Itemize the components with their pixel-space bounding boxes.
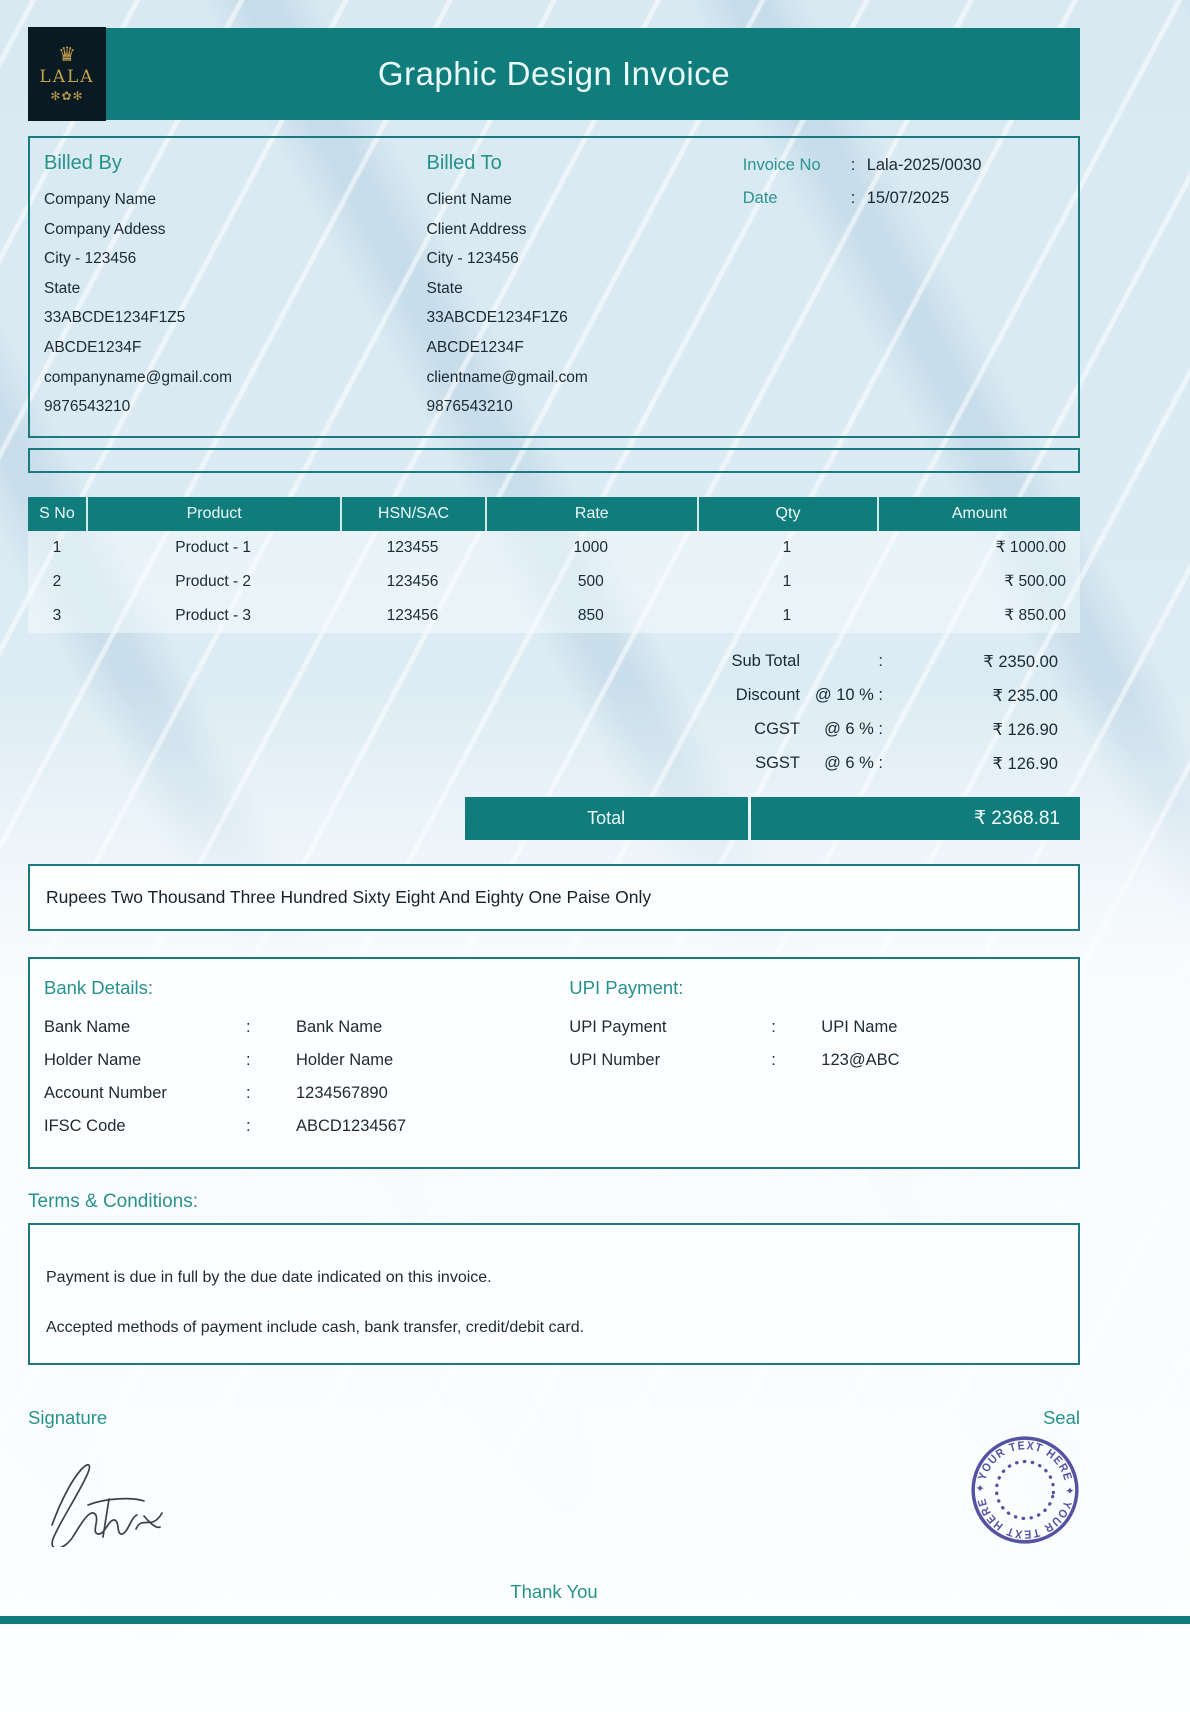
cell-sno: 3 — [52, 606, 62, 624]
billed-by-line: State — [44, 279, 81, 297]
cell-amount: ₹ 1000.00 — [995, 539, 1066, 557]
colon: : — [246, 1050, 251, 1069]
sgst-label: SGST — [755, 754, 800, 773]
subtotal-colon: : — [878, 652, 883, 671]
billed-to-line: clientname@gmail.com — [426, 368, 588, 386]
bank-row — [44, 1044, 569, 1077]
invoice-page — [28, 28, 1080, 1603]
handwritten-signature — [40, 1443, 190, 1547]
bank-name-value: Bank Name — [296, 1017, 383, 1036]
signature-seal-labels — [28, 1407, 1080, 1429]
colon: : — [246, 1116, 251, 1135]
ifsc-code-value: ABCD1234567 — [296, 1116, 407, 1135]
subtotal-label: Sub Total — [731, 652, 800, 671]
holder-name-value: Holder Name — [296, 1050, 394, 1069]
billed-to-section — [427, 146, 743, 422]
cell-hsn: 123455 — [386, 538, 439, 556]
cell-sno: 2 — [52, 572, 62, 590]
total-value: ₹ 2368.81 — [751, 797, 1080, 840]
cgst-rate: @ 6 % : — [824, 720, 883, 739]
summary-row-sgst — [28, 747, 1080, 781]
colon: : — [771, 1017, 776, 1036]
billed-to-line: 9876543210 — [426, 398, 513, 416]
thank-you-text: Thank You — [510, 1580, 598, 1602]
cell-hsn: 123456 — [386, 606, 439, 624]
cell-rate: 1000 — [573, 538, 609, 556]
total-label: Total — [465, 797, 748, 840]
summary-row-discount — [28, 679, 1080, 713]
stamp-ring-text: YOUR TEXT HERE ✦ YOUR TEXT HERE ✦ — [974, 1438, 1076, 1541]
billed-by-section — [44, 146, 427, 422]
table-body — [28, 531, 1080, 633]
cell-product: Product - 2 — [175, 572, 252, 590]
billed-by-line: City - 123456 — [44, 250, 137, 268]
upi-payment-section — [569, 973, 1064, 1143]
cell-hsn: 123456 — [386, 572, 439, 590]
cell-rate: 850 — [577, 606, 604, 624]
bank-row — [44, 1011, 569, 1044]
date-value: 15/07/2025 — [866, 189, 950, 207]
table-header-row — [28, 497, 1080, 531]
billed-by-heading: Billed By — [44, 152, 122, 174]
summary-row-cgst — [28, 713, 1080, 747]
billed-to-line: City - 123456 — [426, 250, 519, 268]
signature-seal-row — [28, 1429, 1080, 1551]
billed-to-line: Client Address — [426, 220, 527, 238]
col-header-rate: Rate — [485, 497, 698, 531]
payment-details-box — [28, 957, 1080, 1169]
col-header-product: Product — [86, 497, 341, 531]
cell-product: Product - 3 — [175, 606, 252, 624]
terms-box — [28, 1223, 1080, 1365]
cell-qty: 1 — [782, 572, 792, 590]
billed-by-line: Company Addess — [44, 220, 166, 238]
rubber-stamp-seal — [952, 1417, 1098, 1563]
seal-label: Seal — [1042, 1406, 1080, 1428]
invoice-date-row — [743, 189, 1064, 208]
amount-in-words: Rupees Two Thousand Three Hundred Sixty Eight And Eighty One Paise Only — [46, 886, 652, 907]
table-row — [28, 565, 1080, 599]
upi-number-value: 123@ABC — [821, 1050, 900, 1069]
billed-by-line: 33ABCDE1234F1Z5 — [44, 309, 186, 327]
bank-row — [44, 1077, 569, 1110]
col-header-hsn: HSN/SAC — [340, 497, 484, 531]
table-row — [28, 599, 1080, 633]
terms-line: Payment is due in full by the due date indicated on this invoice. — [46, 1268, 492, 1286]
header-bar — [28, 28, 1080, 120]
sgst-value: ₹ 126.90 — [992, 754, 1058, 773]
invoice-no-label: Invoice No — [742, 156, 821, 174]
subtotal-value: ₹ 2350.00 — [983, 652, 1058, 671]
ifsc-code-label: IFSC Code — [44, 1116, 126, 1135]
amount-in-words-box — [28, 864, 1080, 931]
discount-rate: @ 10 % : — [814, 686, 883, 705]
colon: : — [850, 156, 856, 174]
upi-payment-heading: UPI Payment: — [569, 976, 684, 998]
billed-to-line: 33ABCDE1234F1Z6 — [426, 309, 568, 327]
account-number-label: Account Number — [44, 1083, 167, 1102]
summary-section — [28, 645, 1080, 840]
upi-payment-label: UPI Payment — [569, 1017, 667, 1036]
billed-to-heading: Billed To — [426, 152, 502, 174]
cell-qty: 1 — [782, 538, 792, 556]
date-label: Date — [742, 189, 778, 207]
discount-label: Discount — [735, 686, 800, 705]
billed-to-line: State — [426, 279, 463, 297]
billed-by-line: companyname@gmail.com — [44, 368, 233, 386]
colon: : — [771, 1050, 776, 1069]
cell-qty: 1 — [782, 606, 792, 624]
cell-product: Product - 1 — [175, 538, 252, 556]
holder-name-label: Holder Name — [44, 1050, 142, 1069]
terms-heading: Terms & Conditions: — [28, 1190, 199, 1212]
cell-amount: ₹ 850.00 — [1004, 607, 1066, 625]
invoice-no-value: Lala-2025/0030 — [866, 156, 982, 174]
items-table — [28, 497, 1080, 633]
billed-to-line: ABCDE1234F — [426, 338, 524, 356]
colon: : — [850, 189, 856, 207]
terms-line: Accepted methods of payment include cash, bank transfer, credit/debit card. — [46, 1318, 585, 1336]
invoice-number-row — [743, 156, 1064, 175]
upi-number-label: UPI Number — [569, 1050, 661, 1069]
bank-details-section — [44, 973, 569, 1143]
billed-by-line: ABCDE1234F — [44, 338, 142, 356]
parties-box — [28, 136, 1080, 438]
colon: : — [246, 1083, 251, 1102]
flourish-icon: ✻✿✻ — [50, 89, 84, 103]
upi-payment-value: UPI Name — [821, 1017, 898, 1036]
sgst-rate: @ 6 % : — [824, 754, 883, 773]
summary-row-subtotal — [28, 645, 1080, 679]
total-bar — [465, 797, 1080, 840]
bank-name-label: Bank Name — [44, 1017, 131, 1036]
cell-sno: 1 — [52, 538, 62, 556]
upi-row — [569, 1011, 1064, 1044]
footer-bar — [0, 1616, 1190, 1624]
colon: : — [246, 1017, 251, 1036]
page-title: Graphic Design Invoice — [377, 55, 731, 92]
discount-value: ₹ 235.00 — [992, 686, 1058, 705]
svg-text:YOUR TEXT HERE ✦ YOUR TEXT HER — [964, 1429, 1086, 1551]
cgst-value: ₹ 126.90 — [992, 720, 1058, 739]
col-header-amount: Amount — [877, 497, 1080, 531]
logo-text: LALA — [39, 67, 95, 87]
signature-label: Signature — [28, 1406, 108, 1428]
account-number-value: 1234567890 — [296, 1083, 388, 1102]
billed-to-line: Client Name — [426, 191, 512, 208]
cell-rate: 500 — [577, 572, 604, 590]
invoice-meta — [743, 156, 1064, 422]
cell-amount: ₹ 500.00 — [1004, 573, 1066, 591]
crown-icon: ♛ — [58, 44, 76, 66]
cgst-label: CGST — [754, 720, 800, 739]
table-row — [28, 531, 1080, 565]
upi-row — [569, 1044, 1064, 1077]
empty-note-strip — [28, 448, 1080, 473]
col-header-sno: S No — [39, 504, 75, 522]
billed-by-line: Company Name — [44, 191, 156, 208]
bank-row — [44, 1110, 569, 1143]
company-logo — [28, 27, 106, 121]
col-header-qty: Qty — [697, 497, 877, 531]
billed-by-line: 9876543210 — [44, 398, 131, 416]
bank-details-heading: Bank Details: — [44, 976, 153, 998]
